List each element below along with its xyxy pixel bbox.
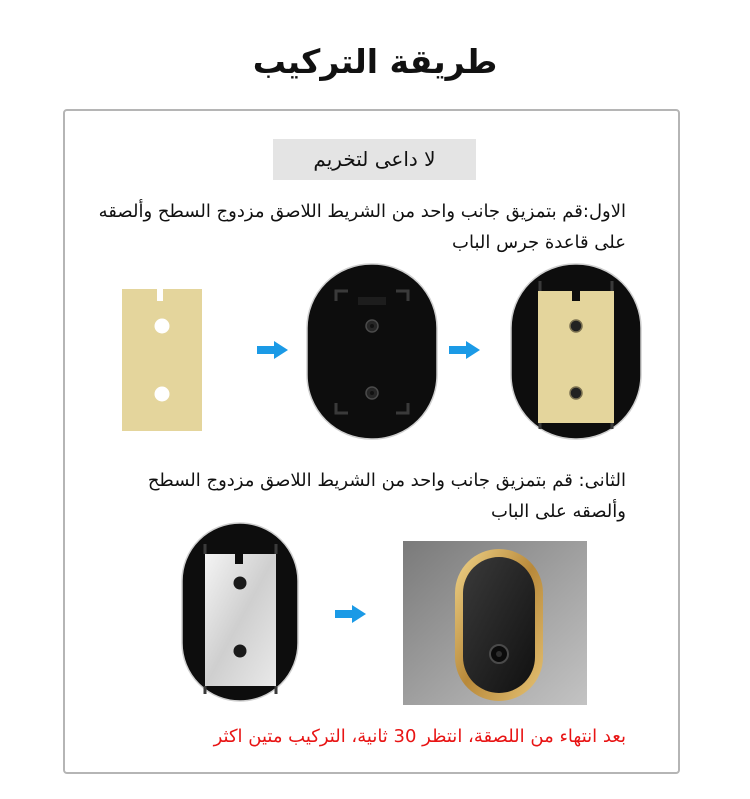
base-with-silver-tape-image xyxy=(181,522,299,702)
page-title: طريقة التركيب xyxy=(252,42,498,81)
step-one-text: الاول:قم بتمزيق جانب واحد من الشريط اللاصق مزدوج السطح وألصقه على قاعدة جرس الباب xyxy=(98,201,626,253)
right-arrow-icon xyxy=(449,341,480,359)
doorbell-base-image xyxy=(306,263,438,440)
step-two-text: الثانى: قم بتمزيق جانب واحد من الشريط اللاصق مزدوج السطح وألصقه على الباب xyxy=(147,470,626,522)
installed-doorbell-image xyxy=(403,541,587,705)
base-with-tape-image xyxy=(510,263,642,440)
right-arrow-icon xyxy=(257,341,288,359)
adhesive-tape-image xyxy=(122,289,202,431)
no-drilling-badge: لا داعى لتخريم xyxy=(273,139,476,180)
final-note-text: بعد انتهاء من اللصقة، انتظر 30 ثانية، التركيب متين اكثر xyxy=(213,726,626,747)
right-arrow-icon xyxy=(335,605,366,623)
